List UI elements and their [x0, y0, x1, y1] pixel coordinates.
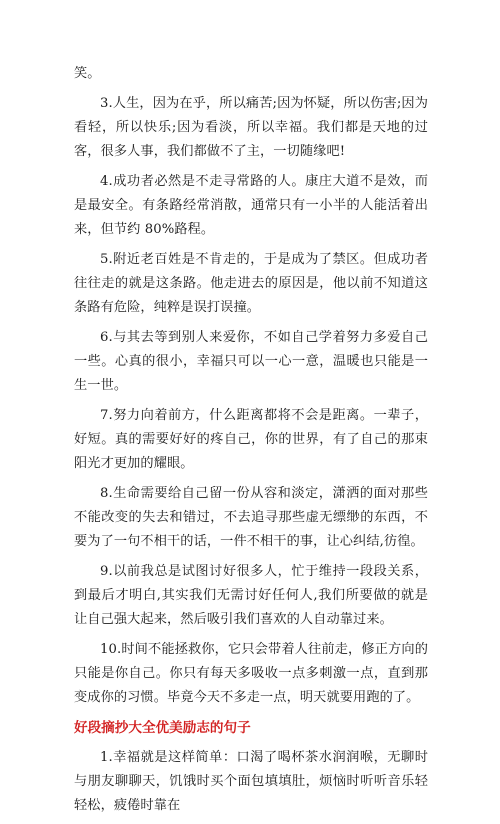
paragraph-3: 3.人生，因为在乎，所以痛苦;因为怀疑，所以伤害;因为看轻，所以快乐;因为看淡，所以幸福。我们都是天地的过客，很多人事，我们都做不了主，一切随缘吧! [74, 96, 428, 159]
article-body [74, 62, 428, 824]
paragraph-7: 7.努力向着前方，什么距离都将不会是距离。一辈子，好短。真的需要好好的疼自己，你的世界，有了自己的那束阳光才更加的耀眼。 [74, 408, 428, 471]
section-paragraph-1: 1.幸福就是这样简单：口渴了喝杯茶水润润喉，无聊时与朋友聊聊天，饥饿时买个面包填填肚，烦恼时听听音乐轻轻松，疲倦时靠在 [74, 750, 428, 813]
continuation-text: 笑。 [74, 66, 101, 81]
paragraph-4: 4.成功者必然是不走寻常路的人。康庄大道不是效，而是最安全。有条路经常消散，通常只有一小半的人能活着出来，但节约 80%路程。 [74, 174, 428, 237]
section-heading: 好段摘抄大全优美励志的句子 [74, 720, 251, 736]
paragraph-10: 10.时间不能拯救你，它只会带着人往前走，修正方向的只能是你自己。你只有每天多吸收一点多刺激一点，直到那变成你的习惯。毕竟今天不多走一点，明天就要用跑的了。 [74, 642, 428, 705]
paragraph-6: 6.与其去等到别人来爱你，不如自己学着努力多爱自己一些。心真的很小，幸福只可以一心一意，温暖也只能是一生一世。 [74, 330, 428, 393]
paragraph-8: 8.生命需要给自己留一份从容和淡定，潇洒的面对那些不能改变的失去和错过，不去追寻那些虚无缥缈的东西，不要为了一句不相干的话，一件不相干的事，让心纠结,彷徨。 [74, 486, 428, 549]
paragraph-5: 5.附近老百姓是不肯走的，于是成为了禁区。但成功者往往走的就是这条路。他走进去的原因是，他以前不知道这条路有危险，纯粹是误打误撞。 [74, 252, 428, 315]
paragraph-9: 9.以前我总是试图讨好很多人，忙于维持一段段关系，到最后才明白,其实我们无需讨好任何人,我们所要做的就是让自己强大起来，然后吸引我们喜欢的人自动靠过来。 [74, 564, 428, 627]
